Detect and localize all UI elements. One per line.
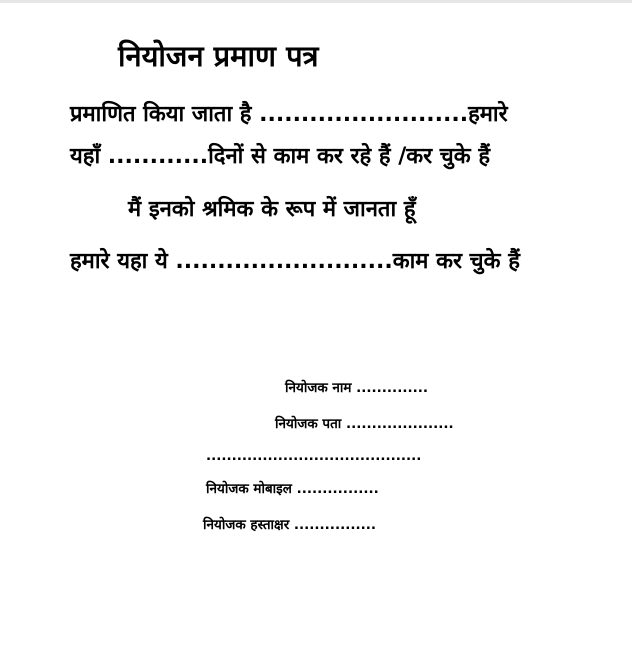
employer-address-continuation: .......................................... bbox=[206, 448, 422, 464]
certificate-line-1: प्रमाणित किया जाता है .........................हमारे bbox=[70, 102, 508, 127]
certificate-line-4: हमारे यहा ये ..........................काम कर चुके हैं bbox=[70, 249, 520, 274]
top-border bbox=[0, 0, 632, 3]
document-title: नियोजन प्रमाण पत्र bbox=[118, 39, 319, 73]
employer-address-field: नियोजक पता ..................... bbox=[275, 416, 454, 432]
certificate-line-3: मैं इनको श्रमिक के रूप में जानता हूँ bbox=[128, 197, 416, 222]
employer-signature-field: नियोजक हस्ताक्षर ................ bbox=[203, 517, 376, 533]
certificate-line-2: यहाँ ............दिनों से काम कर रहे हैं /कर चुके हैं bbox=[70, 144, 491, 169]
employer-mobile-field: नियोजक मोबाइल ................ bbox=[206, 481, 379, 497]
employer-name-field: नियोजक नाम .............. bbox=[285, 380, 428, 396]
